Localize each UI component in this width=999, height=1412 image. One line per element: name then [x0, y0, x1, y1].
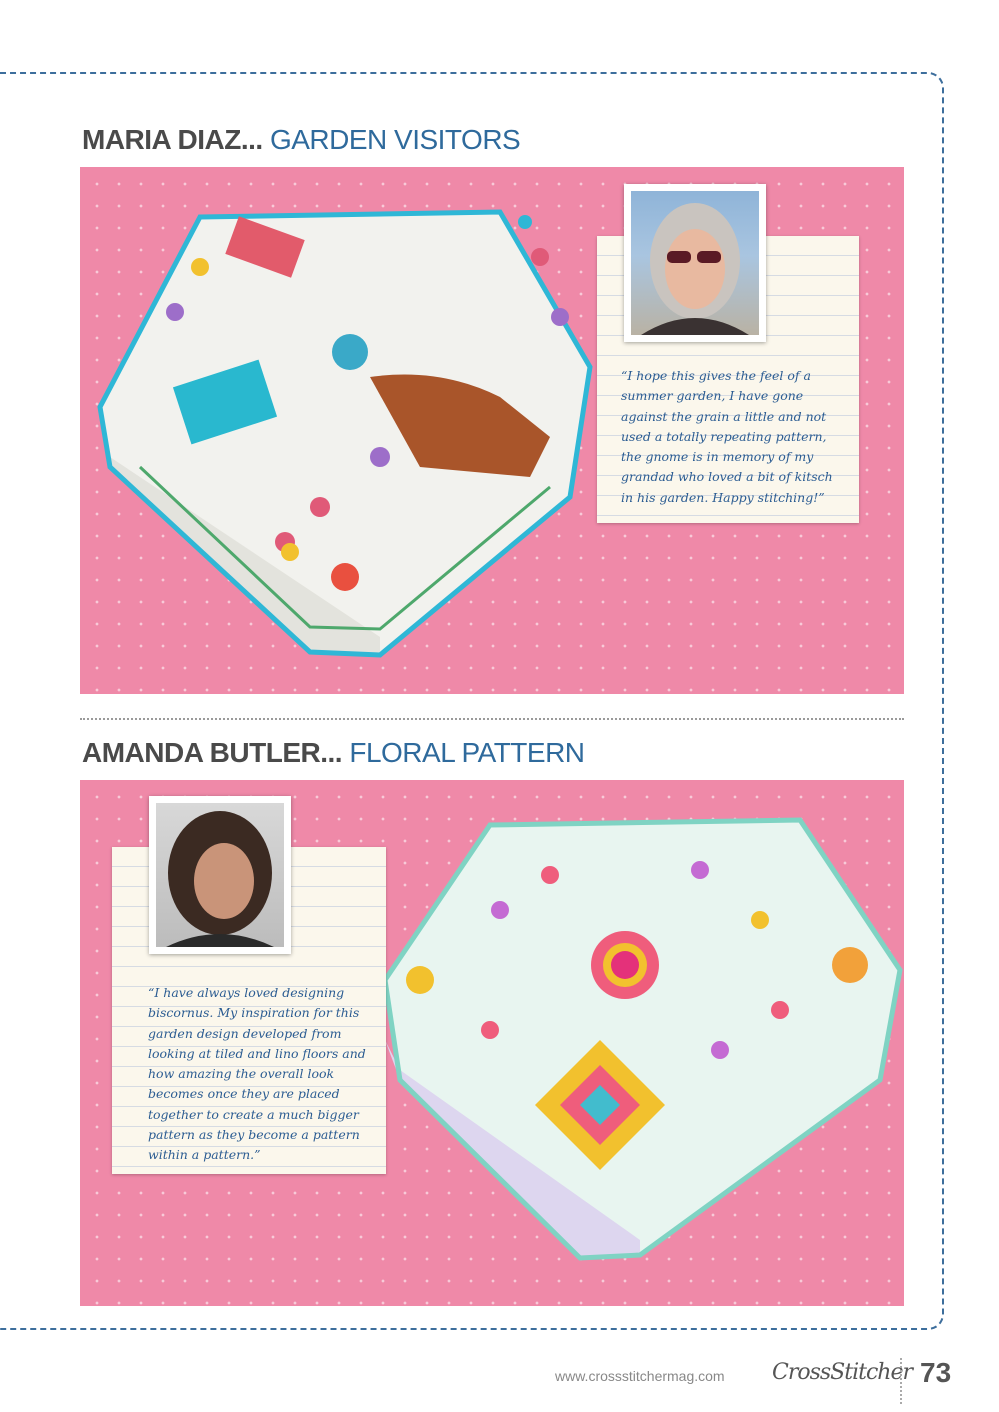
section-divider — [80, 718, 904, 720]
section2-photo-panel — [80, 780, 904, 1306]
section2-project: FLORAL PATTERN — [349, 737, 585, 768]
maria-diaz-photo — [624, 184, 766, 342]
section2-quote: “I have always loved designing biscornus. My inspiration for this garden design developed from looking at tiled and lino floors and how amazing the overall look becomes once they are placed together to create a much bigger pattern as they become a pattern within a pattern.” — [148, 985, 366, 1163]
portrait-image — [631, 191, 759, 335]
section1-quote: “I hope this gives the feel of a summer garden, I have gone against the grain a little and not used a totally repeating pattern, the gnome is in memory of my grandad who loved a bit of kitsch in his garden. Happy stitching!” — [621, 368, 833, 505]
footer-separator — [900, 1358, 910, 1404]
section2-name: AMANDA BUTLER... — [82, 737, 343, 768]
section1-name: MARIA DIAZ... — [82, 124, 263, 155]
section1-project: GARDEN VISITORS — [269, 124, 521, 155]
amanda-butler-photo — [149, 796, 291, 954]
footer-brand-logo: CrossStitcher — [772, 1360, 912, 1385]
footer-url[interactable]: www.crossstitchermag.com — [555, 1368, 725, 1384]
page-number: 73 — [920, 1357, 952, 1388]
portrait-image — [156, 803, 284, 947]
section1-title — [82, 124, 520, 156]
section1-photo-panel — [80, 167, 904, 694]
section2-title — [82, 737, 585, 769]
